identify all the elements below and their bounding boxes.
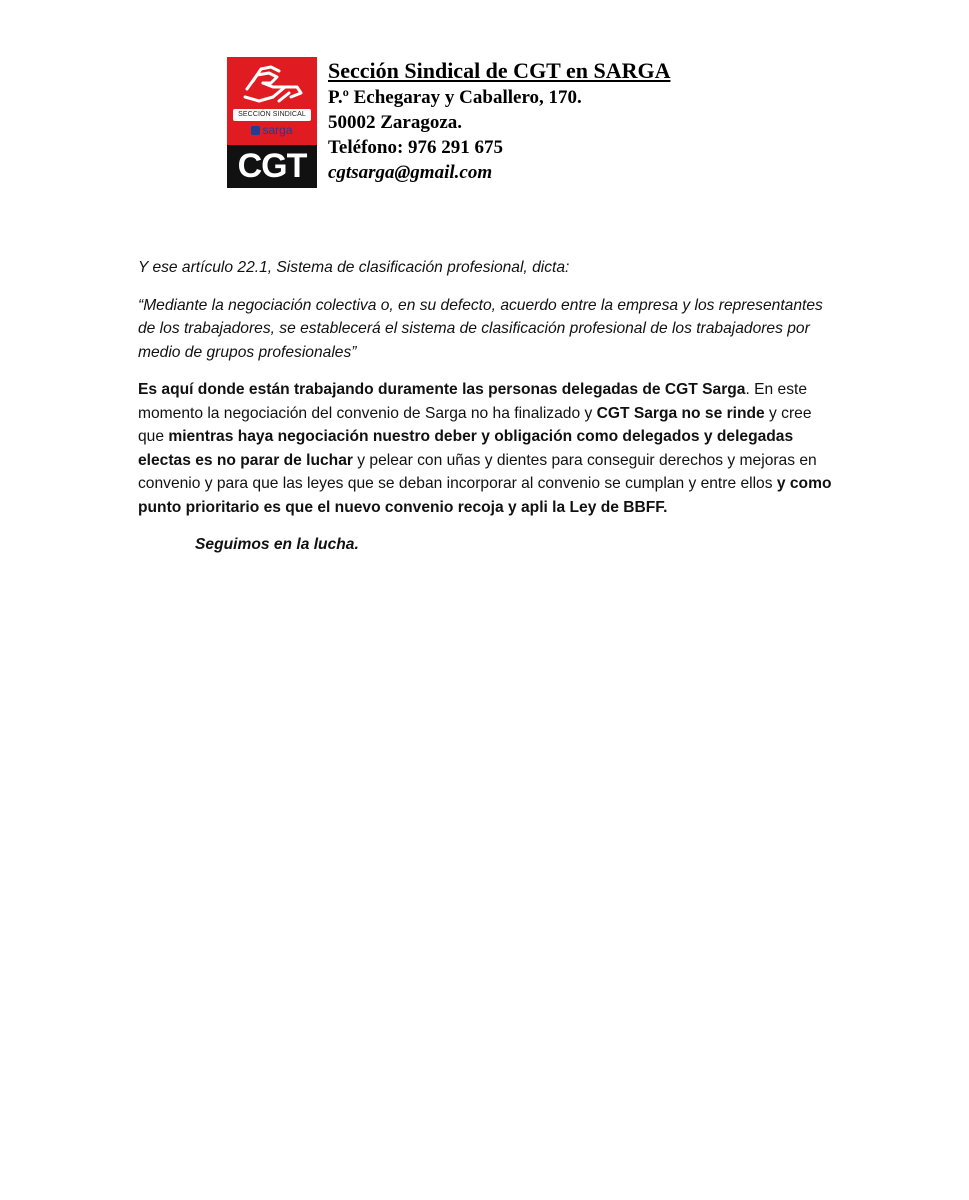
- bold-segment: mientras haya negociación nuestro deber y obligación como delegados y delegadas electas es no parar de luchar: [138, 428, 794, 469]
- org-contact-block: [328, 57, 670, 185]
- bold-segment: Es aquí donde están trabajando duramente las personas delegadas de CGT Sarga: [138, 381, 746, 398]
- closing-line: Seguimos en la lucha.: [195, 536, 359, 553]
- document-body: [138, 256, 838, 571]
- logo-acronym: CGT: [227, 145, 317, 188]
- text-segment: y cree que: [138, 404, 812, 445]
- logo-brand-text: sarga: [262, 123, 293, 137]
- org-name: Sección Sindical de CGT en SARGA: [328, 58, 671, 83]
- address-line-1: P.º Echegaray y Caballero, 170.: [328, 87, 582, 108]
- cgt-sarga-logo: [227, 57, 317, 188]
- email: cgtsarga@gmail.com: [328, 162, 493, 183]
- text-segment: . En este momento la negociación del convenio de Sarga no ha finalizado y: [138, 381, 808, 422]
- logo-brand: [233, 123, 311, 137]
- quote-paragraph: “Mediante la negociación colectiva o, en su defecto, acuerdo entre la empresa y los representantes de los trabajadores, se establecerá el sistema de clasificación profesional de los trabajadores por medio de grupos profesionales”: [138, 296, 823, 361]
- intro-paragraph: Y ese artículo 22.1, Sistema de clasificación profesional, dicta:: [138, 259, 570, 276]
- sarga-mark-icon: [251, 126, 260, 135]
- phone: Teléfono: 976 291 675: [328, 137, 504, 158]
- text-segment: y pelear con uñas y dientes para conseguir derechos y mejoras en convenio y para que las leyes que se deban incorporar al convenio se cumplan y entre ellos: [138, 451, 817, 492]
- address-line-2: 50002 Zaragoza.: [328, 112, 463, 133]
- logo-label: SECCIÓN SINDICAL: [233, 109, 311, 121]
- main-paragraph: [138, 378, 838, 519]
- letterhead: [227, 57, 747, 189]
- bold-segment: CGT Sarga no se rinde: [596, 404, 765, 422]
- raised-fists-icon: [227, 57, 317, 109]
- bold-segment: y como punto prioritario es que el nuevo convenio recoja y apli la Ley de BBFF.: [138, 475, 832, 516]
